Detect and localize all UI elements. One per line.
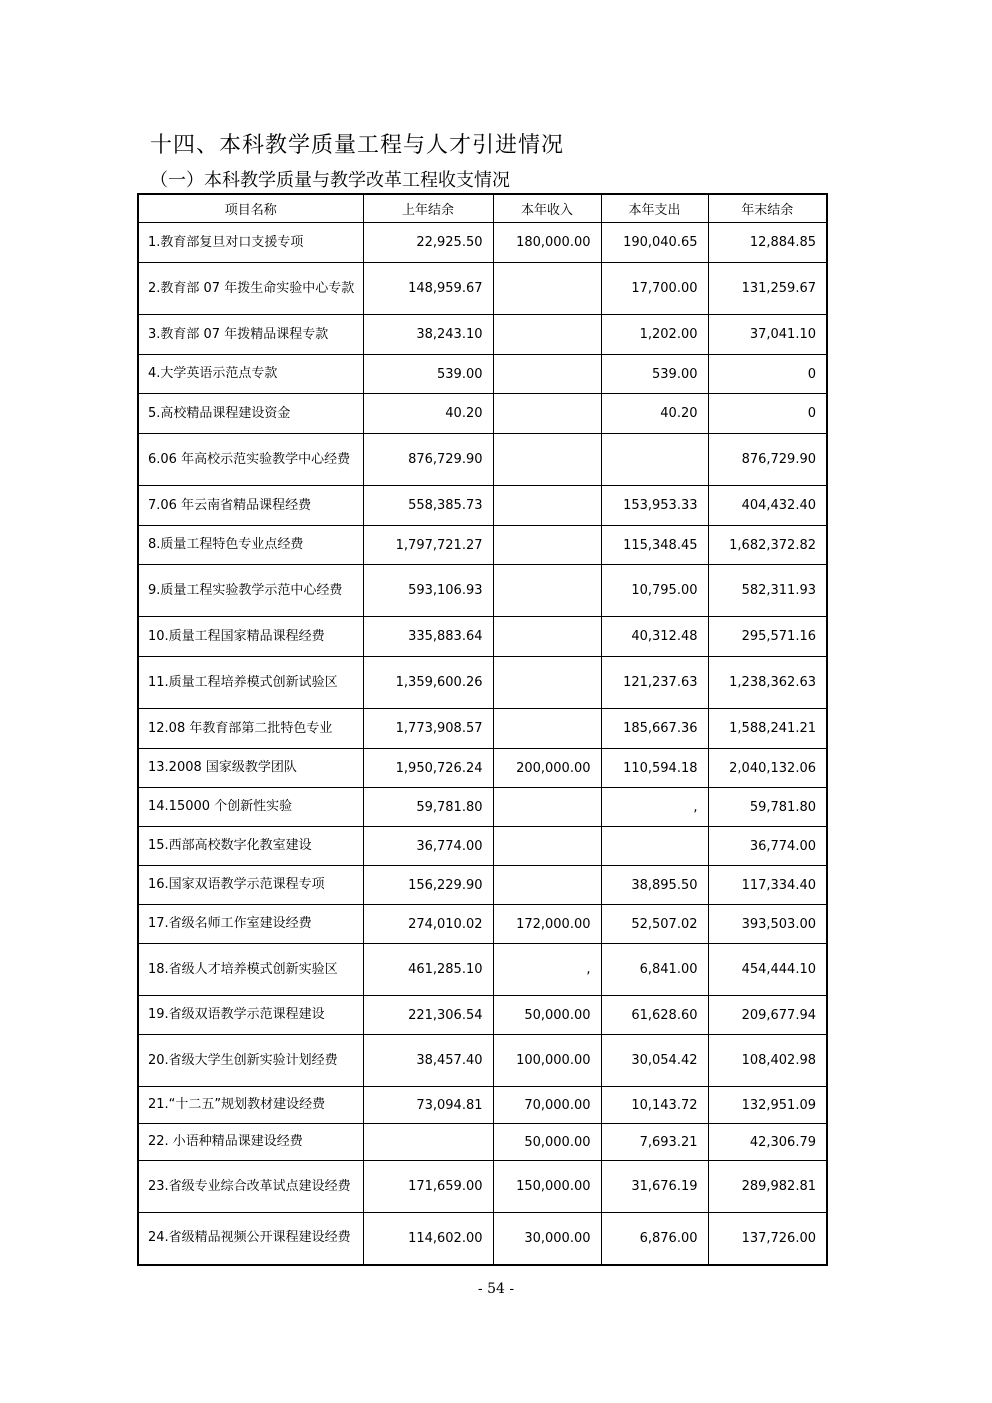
cell-end-balance: 131,259.67 — [708, 263, 827, 315]
cell-income: 50,000.00 — [493, 1124, 601, 1161]
table-row — [138, 1161, 827, 1213]
cell-prev-balance: 156,229.90 — [363, 866, 493, 905]
table-header-row — [138, 194, 827, 223]
cell-expense: 153,953.33 — [601, 486, 708, 526]
cell-income — [493, 617, 601, 657]
cell-prev-balance: 73,094.81 — [363, 1087, 493, 1124]
cell-project-name: 16.国家双语教学示范课程专项 — [138, 866, 363, 905]
cell-end-balance: 404,432.40 — [708, 486, 827, 526]
table-row — [138, 827, 827, 866]
cell-project-name: 5.高校精品课程建设资金 — [138, 394, 363, 434]
cell-expense: 121,237.63 — [601, 657, 708, 709]
cell-end-balance: 137,726.00 — [708, 1213, 827, 1265]
cell-prev-balance: 593,106.93 — [363, 565, 493, 617]
table-row — [138, 526, 827, 565]
cell-income — [493, 263, 601, 315]
cell-expense: 539.00 — [601, 355, 708, 394]
cell-income: 150,000.00 — [493, 1161, 601, 1213]
cell-prev-balance: 558,385.73 — [363, 486, 493, 526]
cell-income — [493, 526, 601, 565]
cell-expense: 1,202.00 — [601, 315, 708, 355]
cell-end-balance: 295,571.16 — [708, 617, 827, 657]
cell-income: 50,000.00 — [493, 996, 601, 1035]
cell-income — [493, 394, 601, 434]
cell-expense: 52,507.02 — [601, 905, 708, 944]
cell-prev-balance: 148,959.67 — [363, 263, 493, 315]
table-row — [138, 565, 827, 617]
cell-prev-balance: 38,457.40 — [363, 1035, 493, 1087]
cell-expense: 40.20 — [601, 394, 708, 434]
cell-prev-balance: 38,243.10 — [363, 315, 493, 355]
table-row — [138, 617, 827, 657]
cell-project-name: 17.省级名师工作室建设经费 — [138, 905, 363, 944]
cell-expense: 38,895.50 — [601, 866, 708, 905]
cell-end-balance: 1,238,362.63 — [708, 657, 827, 709]
cell-income — [493, 827, 601, 866]
table-row — [138, 1124, 827, 1161]
cell-project-name: 9.质量工程实验教学示范中心经费 — [138, 565, 363, 617]
cell-project-name: 20.省级大学生创新实验计划经费 — [138, 1035, 363, 1087]
cell-project-name: 22. 小语种精品课建设经费 — [138, 1124, 363, 1161]
cell-project-name: 18.省级人才培养模式创新实验区 — [138, 944, 363, 996]
cell-end-balance: 1,682,372.82 — [708, 526, 827, 565]
cell-prev-balance: 539.00 — [363, 355, 493, 394]
table-row — [138, 788, 827, 827]
cell-expense — [601, 827, 708, 866]
cell-end-balance: 876,729.90 — [708, 434, 827, 486]
cell-project-name: 15.西部高校数字化教室建设 — [138, 827, 363, 866]
cell-project-name: 14.15000 个创新性实验 — [138, 788, 363, 827]
cell-expense: 31,676.19 — [601, 1161, 708, 1213]
cell-income — [493, 709, 601, 749]
cell-project-name: 1.教育部复旦对口支援专项 — [138, 223, 363, 263]
cell-project-name: 11.质量工程培养模式创新试验区 — [138, 657, 363, 709]
cell-prev-balance: 461,285.10 — [363, 944, 493, 996]
cell-income: 180,000.00 — [493, 223, 601, 263]
cell-prev-balance: 40.20 — [363, 394, 493, 434]
cell-end-balance: 59,781.80 — [708, 788, 827, 827]
table-row — [138, 434, 827, 486]
cell-project-name: 4.大学英语示范点专款 — [138, 355, 363, 394]
cell-end-balance: 2,040,132.06 — [708, 749, 827, 788]
cell-project-name: 12.08 年教育部第二批特色专业 — [138, 709, 363, 749]
page-number: - 54 - — [477, 1281, 515, 1297]
cell-expense — [601, 434, 708, 486]
cell-end-balance: 36,774.00 — [708, 827, 827, 866]
cell-prev-balance: 1,797,721.27 — [363, 526, 493, 565]
cell-expense: 110,594.18 — [601, 749, 708, 788]
table-row — [138, 866, 827, 905]
cell-prev-balance: 1,359,600.26 — [363, 657, 493, 709]
cell-expense: , — [601, 788, 708, 827]
table-row — [138, 394, 827, 434]
cell-prev-balance: 22,925.50 — [363, 223, 493, 263]
table-row — [138, 223, 827, 263]
cell-prev-balance: 274,010.02 — [363, 905, 493, 944]
cell-end-balance: 209,677.94 — [708, 996, 827, 1035]
cell-end-balance: 108,402.98 — [708, 1035, 827, 1087]
cell-income — [493, 565, 601, 617]
cell-project-name: 10.质量工程国家精品课程经费 — [138, 617, 363, 657]
cell-income: 70,000.00 — [493, 1087, 601, 1124]
cell-income — [493, 315, 601, 355]
cell-end-balance: 37,041.10 — [708, 315, 827, 355]
cell-project-name: 7.06 年云南省精品课程经费 — [138, 486, 363, 526]
cell-end-balance: 0 — [708, 394, 827, 434]
page-title: 十四、本科教学质量工程与人才引进情况 — [150, 133, 565, 158]
cell-expense: 40,312.48 — [601, 617, 708, 657]
cell-expense: 6,841.00 — [601, 944, 708, 996]
table-row — [138, 657, 827, 709]
cell-end-balance: 12,884.85 — [708, 223, 827, 263]
cell-prev-balance: 59,781.80 — [363, 788, 493, 827]
cell-project-name: 6.06 年高校示范实验教学中心经费 — [138, 434, 363, 486]
header-end-balance: 年末结余 — [708, 194, 827, 223]
table-row — [138, 486, 827, 526]
cell-end-balance: 117,334.40 — [708, 866, 827, 905]
cell-expense: 115,348.45 — [601, 526, 708, 565]
cell-project-name: 24.省级精品视频公开课程建设经费 — [138, 1213, 363, 1265]
cell-income: 30,000.00 — [493, 1213, 601, 1265]
table-row — [138, 1035, 827, 1087]
cell-end-balance: 0 — [708, 355, 827, 394]
cell-project-name: 2.教育部 07 年拨生命实验中心专款 — [138, 263, 363, 315]
table-row — [138, 263, 827, 315]
cell-income: 100,000.00 — [493, 1035, 601, 1087]
cell-end-balance: 393,503.00 — [708, 905, 827, 944]
table-row — [138, 709, 827, 749]
cell-end-balance: 132,951.09 — [708, 1087, 827, 1124]
cell-end-balance: 289,982.81 — [708, 1161, 827, 1213]
cell-project-name: 21.“十二五”规划教材建设经费 — [138, 1087, 363, 1124]
cell-expense: 10,795.00 — [601, 565, 708, 617]
cell-income — [493, 486, 601, 526]
header-income: 本年收入 — [493, 194, 601, 223]
cell-project-name: 23.省级专业综合改革试点建设经费 — [138, 1161, 363, 1213]
table-row — [138, 749, 827, 788]
cell-prev-balance — [363, 1124, 493, 1161]
cell-prev-balance: 335,883.64 — [363, 617, 493, 657]
table-row — [138, 355, 827, 394]
cell-expense: 190,040.65 — [601, 223, 708, 263]
cell-project-name: 3.教育部 07 年拨精品课程专款 — [138, 315, 363, 355]
cell-expense: 10,143.72 — [601, 1087, 708, 1124]
cell-expense: 17,700.00 — [601, 263, 708, 315]
cell-prev-balance: 171,659.00 — [363, 1161, 493, 1213]
table-row — [138, 996, 827, 1035]
cell-income: 200,000.00 — [493, 749, 601, 788]
cell-end-balance: 1,588,241.21 — [708, 709, 827, 749]
cell-project-name: 8.质量工程特色专业点经费 — [138, 526, 363, 565]
cell-project-name: 19.省级双语教学示范课程建设 — [138, 996, 363, 1035]
cell-income — [493, 788, 601, 827]
cell-income — [493, 434, 601, 486]
cell-end-balance: 582,311.93 — [708, 565, 827, 617]
cell-income: , — [493, 944, 601, 996]
table-row — [138, 315, 827, 355]
cell-expense: 6,876.00 — [601, 1213, 708, 1265]
table-row — [138, 1087, 827, 1124]
cell-prev-balance: 36,774.00 — [363, 827, 493, 866]
header-project-name: 项目名称 — [138, 194, 363, 223]
cell-expense: 185,667.36 — [601, 709, 708, 749]
cell-income — [493, 657, 601, 709]
cell-expense: 30,054.42 — [601, 1035, 708, 1087]
cell-prev-balance: 114,602.00 — [363, 1213, 493, 1265]
cell-income: 172,000.00 — [493, 905, 601, 944]
funding-table — [137, 193, 828, 1266]
table-row — [138, 905, 827, 944]
table-row — [138, 944, 827, 996]
cell-prev-balance: 1,773,908.57 — [363, 709, 493, 749]
header-prev-balance: 上年结余 — [363, 194, 493, 223]
cell-end-balance: 454,444.10 — [708, 944, 827, 996]
cell-prev-balance: 221,306.54 — [363, 996, 493, 1035]
cell-expense: 7,693.21 — [601, 1124, 708, 1161]
header-expense: 本年支出 — [601, 194, 708, 223]
cell-income — [493, 866, 601, 905]
cell-project-name: 13.2008 国家级教学团队 — [138, 749, 363, 788]
cell-income — [493, 355, 601, 394]
table-row — [138, 1213, 827, 1265]
cell-end-balance: 42,306.79 — [708, 1124, 827, 1161]
cell-prev-balance: 1,950,726.24 — [363, 749, 493, 788]
section-subtitle: （一）本科教学质量与教学改革工程收支情况 — [150, 170, 510, 191]
cell-expense: 61,628.60 — [601, 996, 708, 1035]
cell-prev-balance: 876,729.90 — [363, 434, 493, 486]
